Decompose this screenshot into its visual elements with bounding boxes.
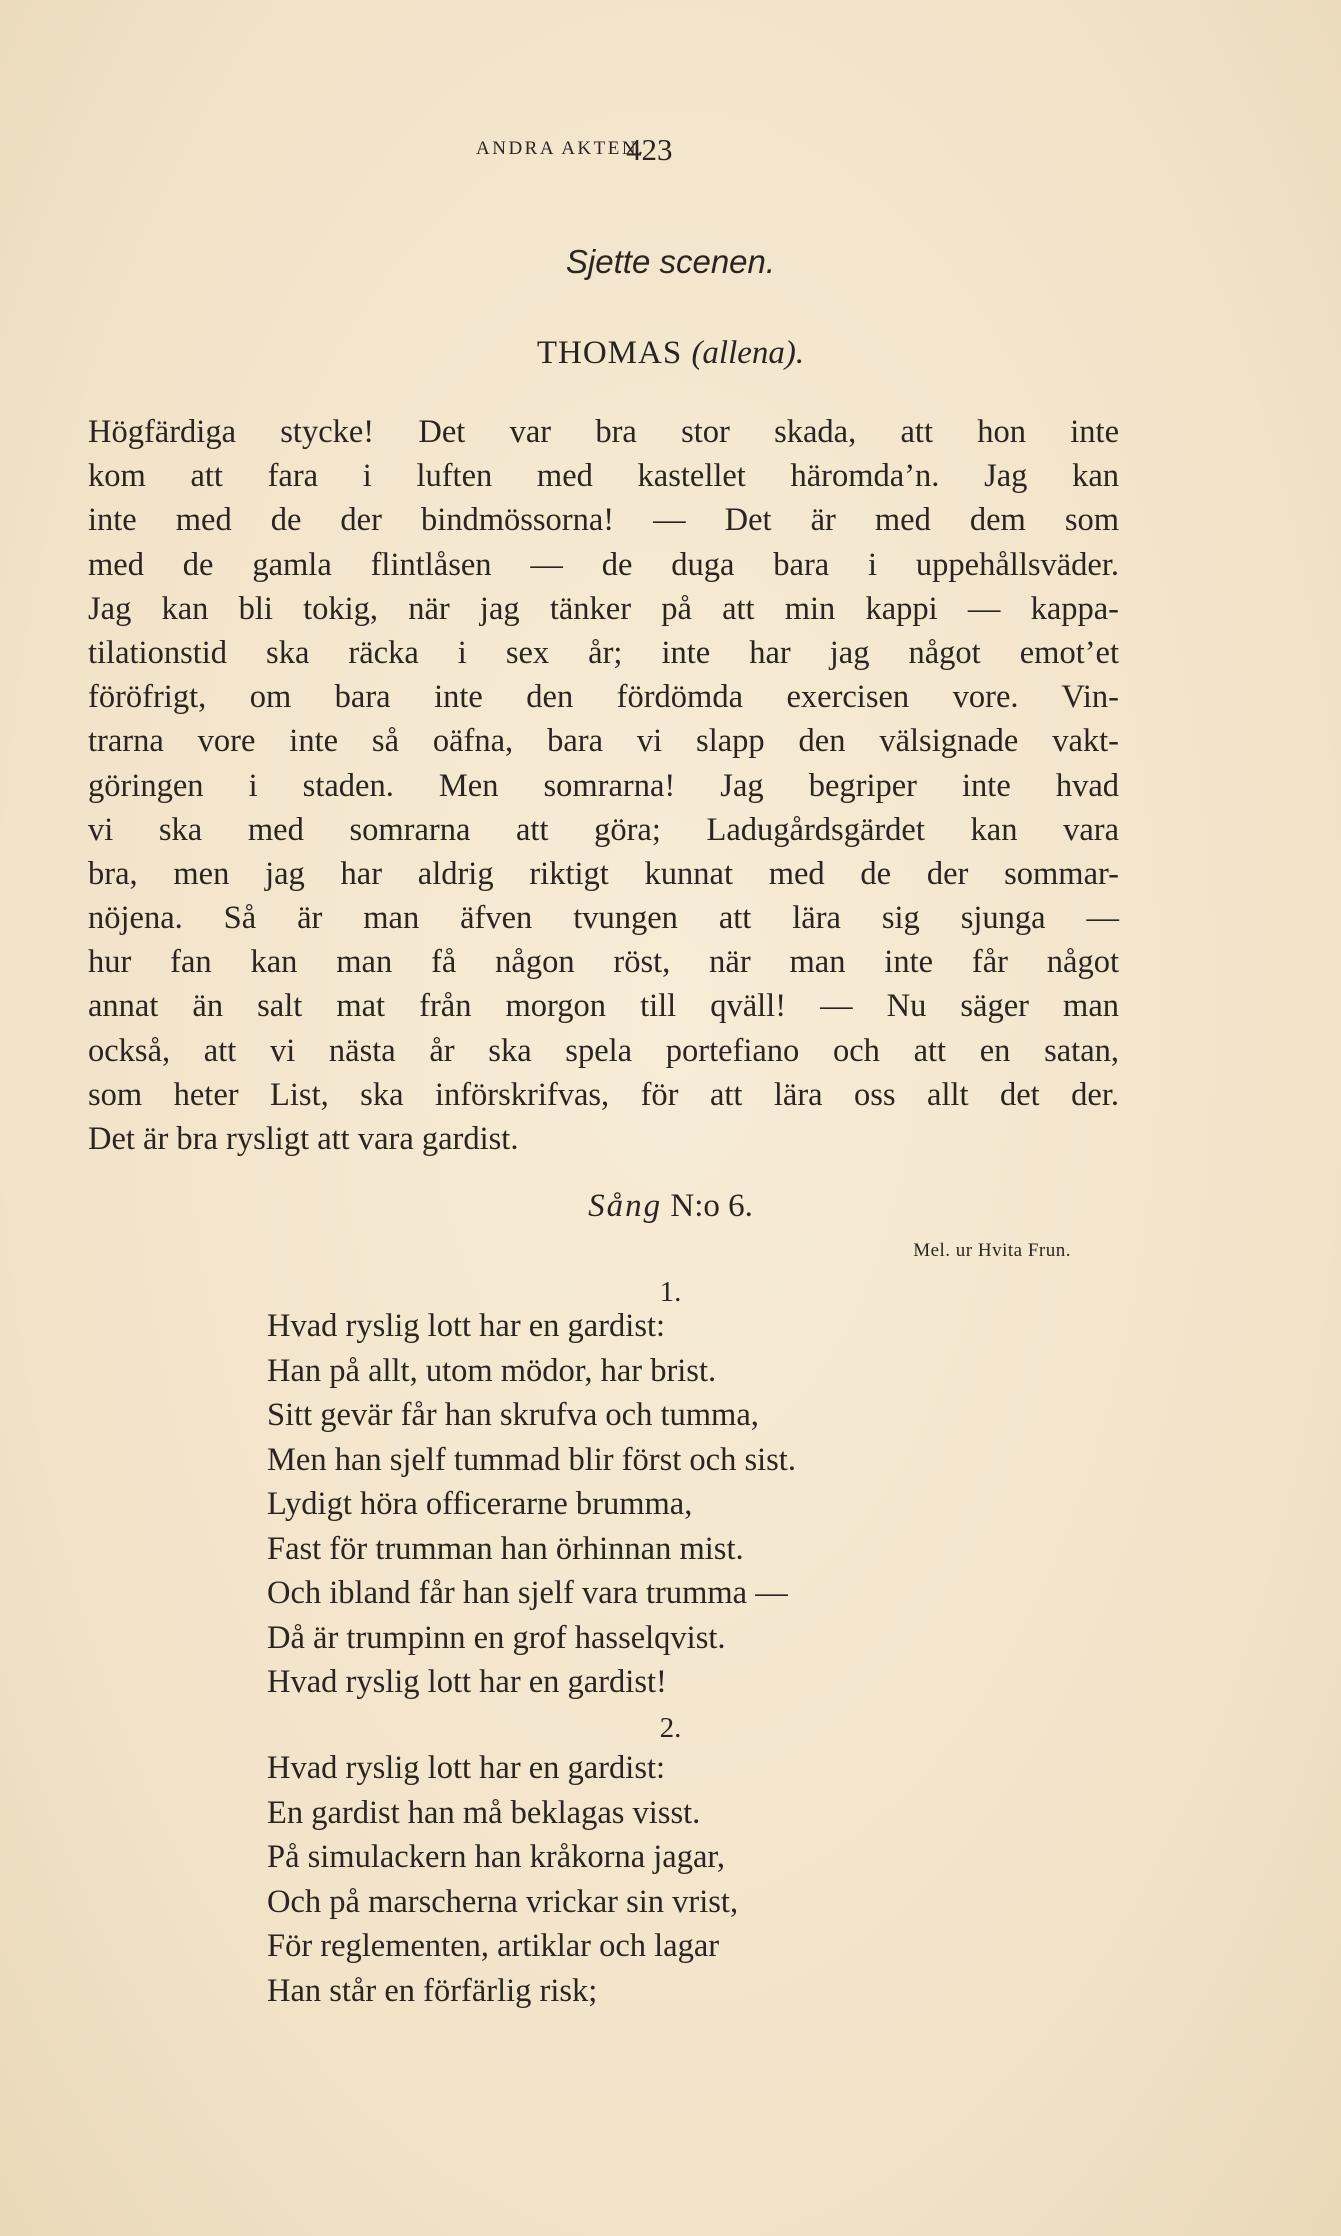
- speaker-heading: [0, 335, 1341, 372]
- verse-line: Då är trumpinn en grof hasselqvist.: [267, 1619, 726, 1656]
- verse-line: Hvad ryslig lott har en gardist:: [267, 1308, 666, 1344]
- prose-line: med de gamla flintlåsen — de duga bara i uppehållsväder.: [88, 546, 1119, 583]
- prose-line: nöjena. Så är man äfven tvungen att lära sig sjunga —: [88, 900, 1119, 937]
- prose-line: annat än salt mat från morgon till qväll! — Nu säger man: [88, 988, 1119, 1025]
- melody-note: Mel. ur Hvita Frun.: [913, 1240, 1071, 1261]
- running-head: [0, 132, 1341, 178]
- scene-title: Sjette scenen.: [565, 243, 776, 280]
- verse-line: Men han sjelf tummad blir först och sist.: [267, 1441, 796, 1478]
- speaker-name: THOMAS: [536, 335, 683, 371]
- verse-line: På simulackern han kråkorna jagar,: [267, 1839, 726, 1875]
- prose-line: göringen i staden. Men somrarna! Jag begriper inte hvad: [88, 767, 1119, 804]
- verse-line: Han står en förfärlig risk;: [267, 1972, 598, 2009]
- running-title: ANDRA AKTEN.: [476, 138, 646, 159]
- stanza-1: [267, 1304, 796, 1705]
- verse-line: Lydigt höra officerarne brumma,: [267, 1486, 693, 1522]
- stage-direction: (allena).: [691, 335, 805, 371]
- prose-line: Högfärdiga stycke! Det var bra stor skada, att hon inte: [88, 414, 1119, 450]
- prose-line: inte med de der bindmössorna! — Det är med dem som: [88, 502, 1119, 539]
- stanza-number: 2.: [659, 1712, 682, 1744]
- verse-line: Och på marscherna vrickar sin vrist,: [267, 1883, 739, 1920]
- prose-line: trarna vore inte så oäfna, bara vi slapp den välsignade vakt-: [88, 723, 1119, 760]
- stanza-2: [267, 1746, 738, 2013]
- prose-line: tilationstid ska räcka i sex år; inte har jag något emot’et: [88, 634, 1119, 671]
- verse-line: Han på allt, utom mödor, har brist.: [267, 1352, 717, 1389]
- stanza-number: 1.: [659, 1276, 682, 1308]
- prose-line: som heter List, ska införskrifvas, för att lära oss allt det der.: [88, 1076, 1119, 1113]
- prose-line: vi ska med somrarna att göra; Ladugårdsgärdet kan vara: [88, 811, 1119, 848]
- prose-line: föröfrigt, om bara inte den fördömda exercisen vore. Vin-: [88, 679, 1119, 716]
- prose-line: Jag kan bli tokig, när jag tänker på att min kappi — kappa-: [88, 590, 1119, 627]
- verse-line: Hvad ryslig lott har en gardist:: [267, 1750, 666, 1786]
- verse-line: En gardist han må beklagas visst.: [267, 1794, 701, 1831]
- song-number: N:o 6.: [670, 1188, 753, 1224]
- verse-line: För reglementen, artiklar och lagar: [267, 1928, 720, 1964]
- verse-line: Och ibland får han sjelf vara trumma —: [267, 1575, 788, 1611]
- prose-line: kom att fara i luften med kastellet häromda’n. Jag kan: [88, 458, 1119, 495]
- prose-line: också, att vi nästa år ska spela portefiano och att en satan,: [88, 1032, 1119, 1069]
- prose-line: hur fan kan man få någon röst, när man inte får något: [88, 944, 1119, 981]
- monologue-paragraph: [88, 410, 1119, 1161]
- prose-line: Det är bra rysligt att vara gardist.: [88, 1121, 519, 1157]
- song-title: [0, 1188, 1341, 1225]
- song-title-word: Sång: [588, 1188, 663, 1224]
- prose-line: bra, men jag har aldrig riktigt kunnat med de der sommar-: [88, 855, 1119, 892]
- verse-line: Fast för trumman han örhinnan mist.: [267, 1530, 744, 1567]
- page-number: 423: [626, 132, 673, 167]
- verse-line: Sitt gevär får han skrufva och tumma,: [267, 1397, 759, 1433]
- verse-line: Hvad ryslig lott har en gardist!: [267, 1664, 667, 1700]
